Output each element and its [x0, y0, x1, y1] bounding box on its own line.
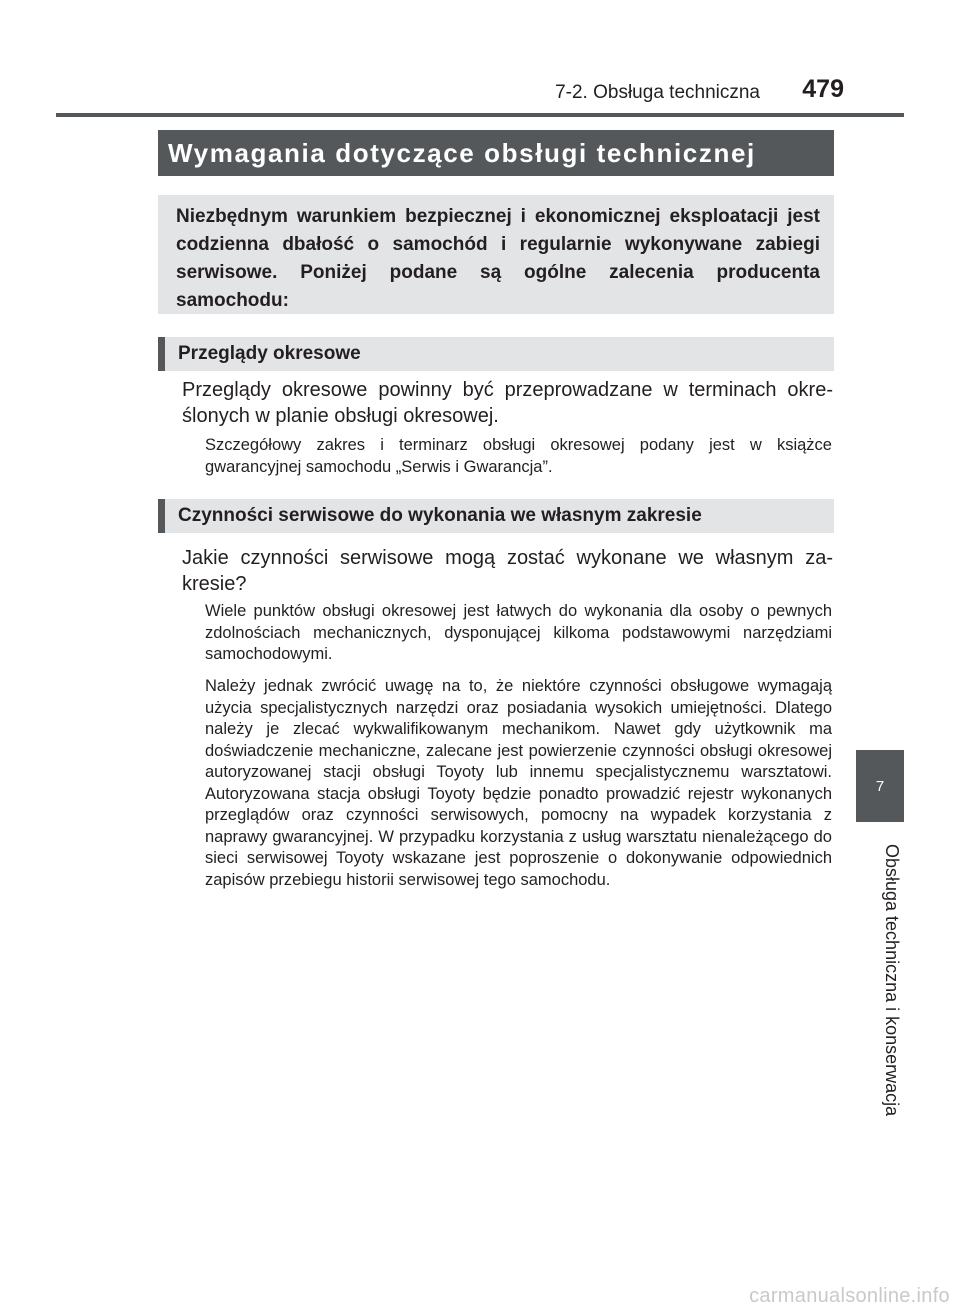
- section-heading-periodic-inspections: Przeglądy okresowe: [158, 337, 834, 371]
- paragraph-diy-maintenance-1: Wiele punktów obsługi okresowej jest łatwych do wykonania dla osoby o pewnych zdolnościach mechanicznych, dysponującej kilkoma podstawowymi narzędziami samochodowymi.: [205, 602, 832, 663]
- chapter-label-vertical: Obsługa techniczna i konserwacja: [882, 843, 902, 1117]
- section-heading-diy-maintenance: Czynności serwisowe do wykonania we własnym zakresie: [158, 499, 834, 533]
- paragraph-diy-maintenance-2: Należy jednak zwrócić uwagę na to, że niektóre czynności obsługowe wymagają użycia specjalistycznych narzędzi oraz posiadania wysokich umiejętności. Dlatego należy je zlecać wykwalifikowanym mechanikom. Nawet gdy użytkownik ma doświadczenie mechaniczne, zalecane jest powierzenie czynności obsługi okresowej autoryzowanej stacji obsługi Toyoty lub innemu specjalistycznemu warsztatowi. Autoryzowana stacja obsługi Toyoty będzie ponadto prowadzić rejestr wykonanych przeglądów oraz czynności serwisowych, pomocny na wypadek korzystania z naprawy gwarancyjnej. W przypadku korzystania z usług warsztatu nienależącego do sieci serwisowej Toyoty wskazane jest poproszenie o dokonywanie odpowiednich zapisów przebiegu historii serwisowej tego samochodu.: [205, 677, 832, 889]
- page-title: Wymagania dotyczące obsługi technicznej: [168, 137, 756, 168]
- page-number: 479: [802, 75, 844, 103]
- chapter-number: 7: [875, 777, 885, 795]
- section-lead-periodic-inspections: Przeglądy okresowe powinny być przeprowadzane w terminach określonych w planie obsługi okresowej.: [182, 379, 833, 427]
- chapter-tab[interactable]: [856, 750, 904, 822]
- watermark: carmanualsonline.info: [749, 1285, 950, 1307]
- intro-box: Niezbędnym warunkiem bezpiecznej i ekonomicznej eksploatacji jest codzienna dbałość o samochód i regularnie wykonywane zabiegi serwisowe. Poniżej podane są ogólne zalecenia producenta samochodu:: [158, 195, 834, 314]
- running-header-section: 7-2. Obsługa techniczna: [555, 82, 760, 103]
- paragraph-periodic-inspections-1: Szczegółowy zakres i terminarz obsługi okresowej podany jest w książce gwarancyjnej samochodu „Serwis i Gwarancja”.: [205, 436, 832, 476]
- header-divider: [56, 113, 904, 117]
- page-title-bar: [158, 130, 834, 176]
- section-lead-diy-maintenance: Jakie czynności serwisowe mogą zostać wykonane we własnym zakresie?: [182, 547, 833, 595]
